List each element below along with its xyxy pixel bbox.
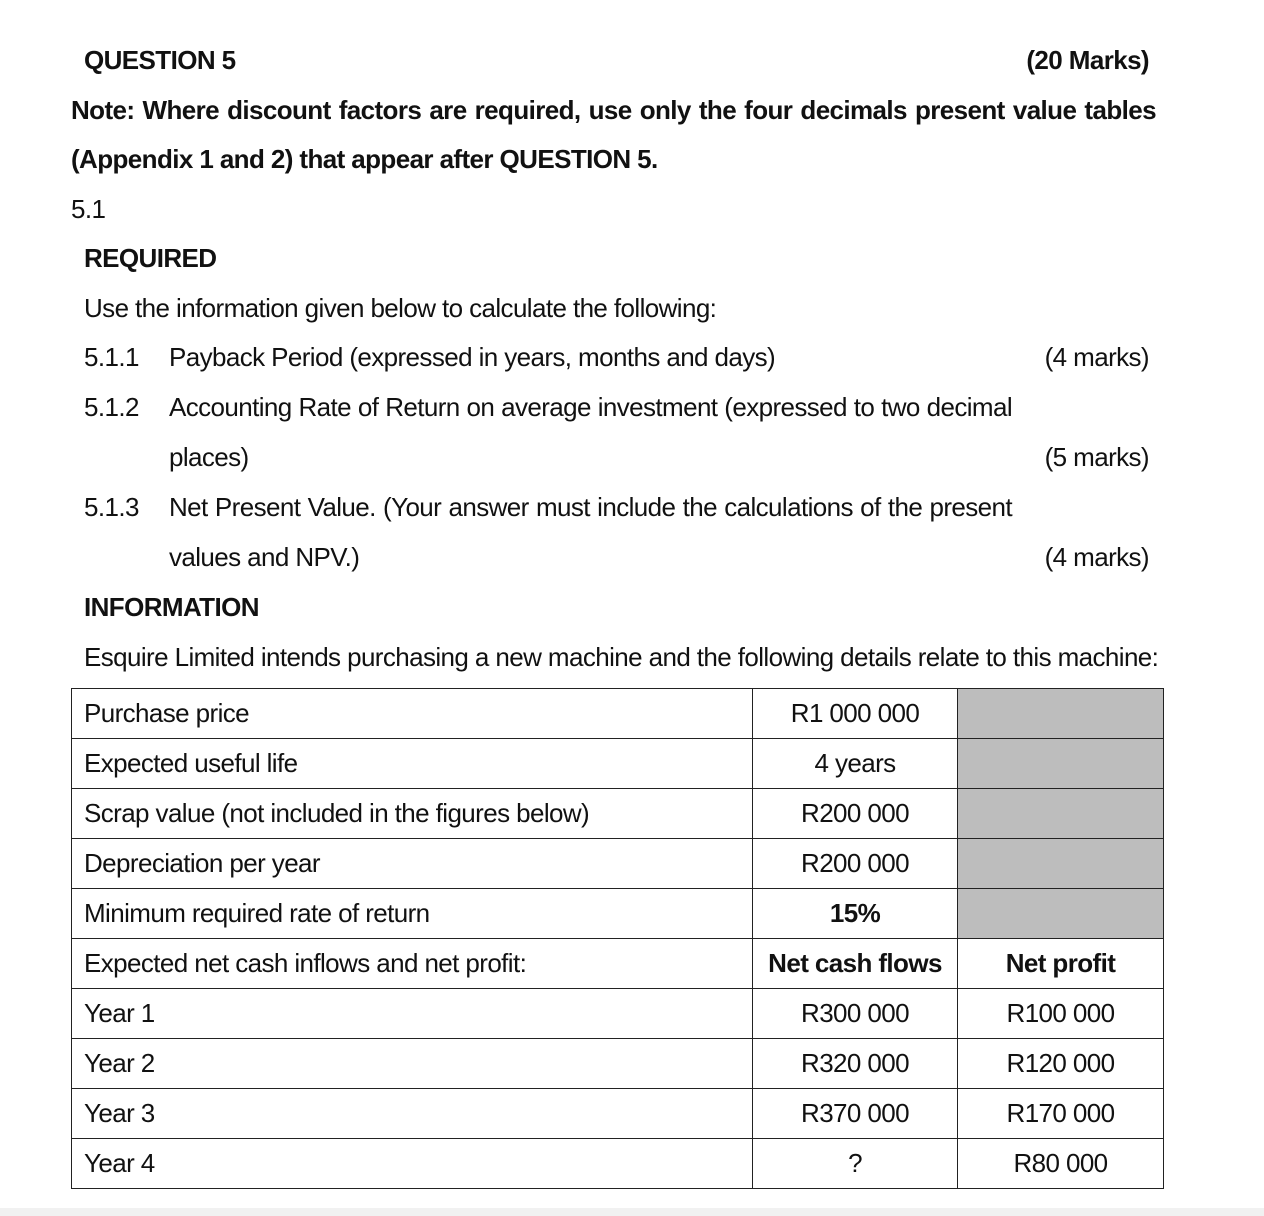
table-row	[72, 739, 1164, 789]
table-row	[72, 839, 1164, 889]
row-label: Scrap value (not included in the figures below)	[72, 789, 753, 839]
header-net-cash-flows: Net cash flows	[753, 939, 958, 989]
shaded-cell	[958, 689, 1164, 739]
year-label: Year 2	[72, 1039, 753, 1089]
item-number: 5.1.2	[84, 392, 139, 422]
table-header-row	[72, 939, 1164, 989]
table-row	[72, 789, 1164, 839]
note-word: value	[1012, 95, 1077, 125]
year-cash-flow: R370 000	[753, 1089, 958, 1139]
item-text-continued: places)	[169, 442, 249, 472]
year-cash-flow: R300 000	[753, 989, 958, 1039]
table-row	[72, 1139, 1164, 1189]
required-intro: Use the information given below to calculate the following:	[84, 293, 717, 323]
item-text-continued: values and NPV.)	[169, 542, 360, 572]
item-text: Payback Period (expressed in years, months and days)	[169, 342, 776, 372]
year-label: Year 4	[72, 1139, 753, 1189]
header-net-profit: Net profit	[958, 939, 1164, 989]
note-word: present	[915, 95, 1005, 125]
year-net-profit: R100 000	[958, 989, 1164, 1039]
item-text: Net Present Value. (Your answer must include the calculations of the present	[169, 492, 1012, 522]
page-bottom-edge	[0, 1208, 1264, 1216]
year-label: Year 1	[72, 989, 753, 1039]
section-number: 5.1	[71, 194, 106, 224]
year-cash-flow: R320 000	[753, 1039, 958, 1089]
table-row	[72, 989, 1164, 1039]
shaded-cell	[958, 889, 1164, 939]
row-value: R200 000	[753, 789, 958, 839]
question-total-marks: (20 Marks)	[1026, 45, 1149, 75]
note-word: factors	[338, 95, 422, 125]
item-marks: (4 marks)	[1044, 342, 1149, 372]
item-marks: (5 marks)	[1044, 442, 1149, 472]
year-net-profit: R80 000	[958, 1139, 1164, 1189]
required-heading: REQUIRED	[84, 243, 217, 273]
information-intro: Esquire Limited intends purchasing a new machine and the following details relate to this machine:	[84, 642, 1159, 672]
header-label: Expected net cash inflows and net profit:	[72, 939, 753, 989]
item-marks: (4 marks)	[1044, 542, 1149, 572]
note-word: tables	[1084, 95, 1156, 125]
note-word: discount	[227, 95, 331, 125]
note-word: use	[588, 95, 632, 125]
shaded-cell	[958, 789, 1164, 839]
table-row	[72, 1089, 1164, 1139]
row-value: 15%	[753, 889, 958, 939]
information-heading: INFORMATION	[84, 592, 259, 622]
table-row	[72, 689, 1164, 739]
note-line-1	[71, 94, 1156, 126]
note-word: Note:	[71, 95, 135, 125]
note-word: the	[698, 95, 737, 125]
shaded-cell	[958, 839, 1164, 889]
row-value: 4 years	[753, 739, 958, 789]
question-title: QUESTION 5	[84, 45, 236, 75]
year-cash-flow: ?	[753, 1139, 958, 1189]
machine-details-table	[71, 688, 1164, 1189]
note-word: only	[639, 95, 691, 125]
row-label: Expected useful life	[72, 739, 753, 789]
item-number: 5.1.3	[84, 492, 139, 522]
year-net-profit: R120 000	[958, 1039, 1164, 1089]
table-row	[72, 1039, 1164, 1089]
row-label: Minimum required rate of return	[72, 889, 753, 939]
row-value: R200 000	[753, 839, 958, 889]
row-value: R1 000 000	[753, 689, 958, 739]
year-net-profit: R170 000	[958, 1089, 1164, 1139]
table-row	[72, 889, 1164, 939]
shaded-cell	[958, 739, 1164, 789]
note-line-2: (Appendix 1 and 2) that appear after QUESTION 5.	[71, 144, 658, 174]
note-word: Where	[142, 95, 219, 125]
note-word: are	[429, 95, 467, 125]
note-word: four	[744, 95, 793, 125]
note-word: required,	[474, 95, 581, 125]
row-label: Purchase price	[72, 689, 753, 739]
item-number: 5.1.1	[84, 342, 139, 372]
item-text: Accounting Rate of Return on average investment (expressed to two decimal	[169, 392, 1012, 422]
year-label: Year 3	[72, 1089, 753, 1139]
note-word: decimals	[800, 95, 907, 125]
row-label: Depreciation per year	[72, 839, 753, 889]
